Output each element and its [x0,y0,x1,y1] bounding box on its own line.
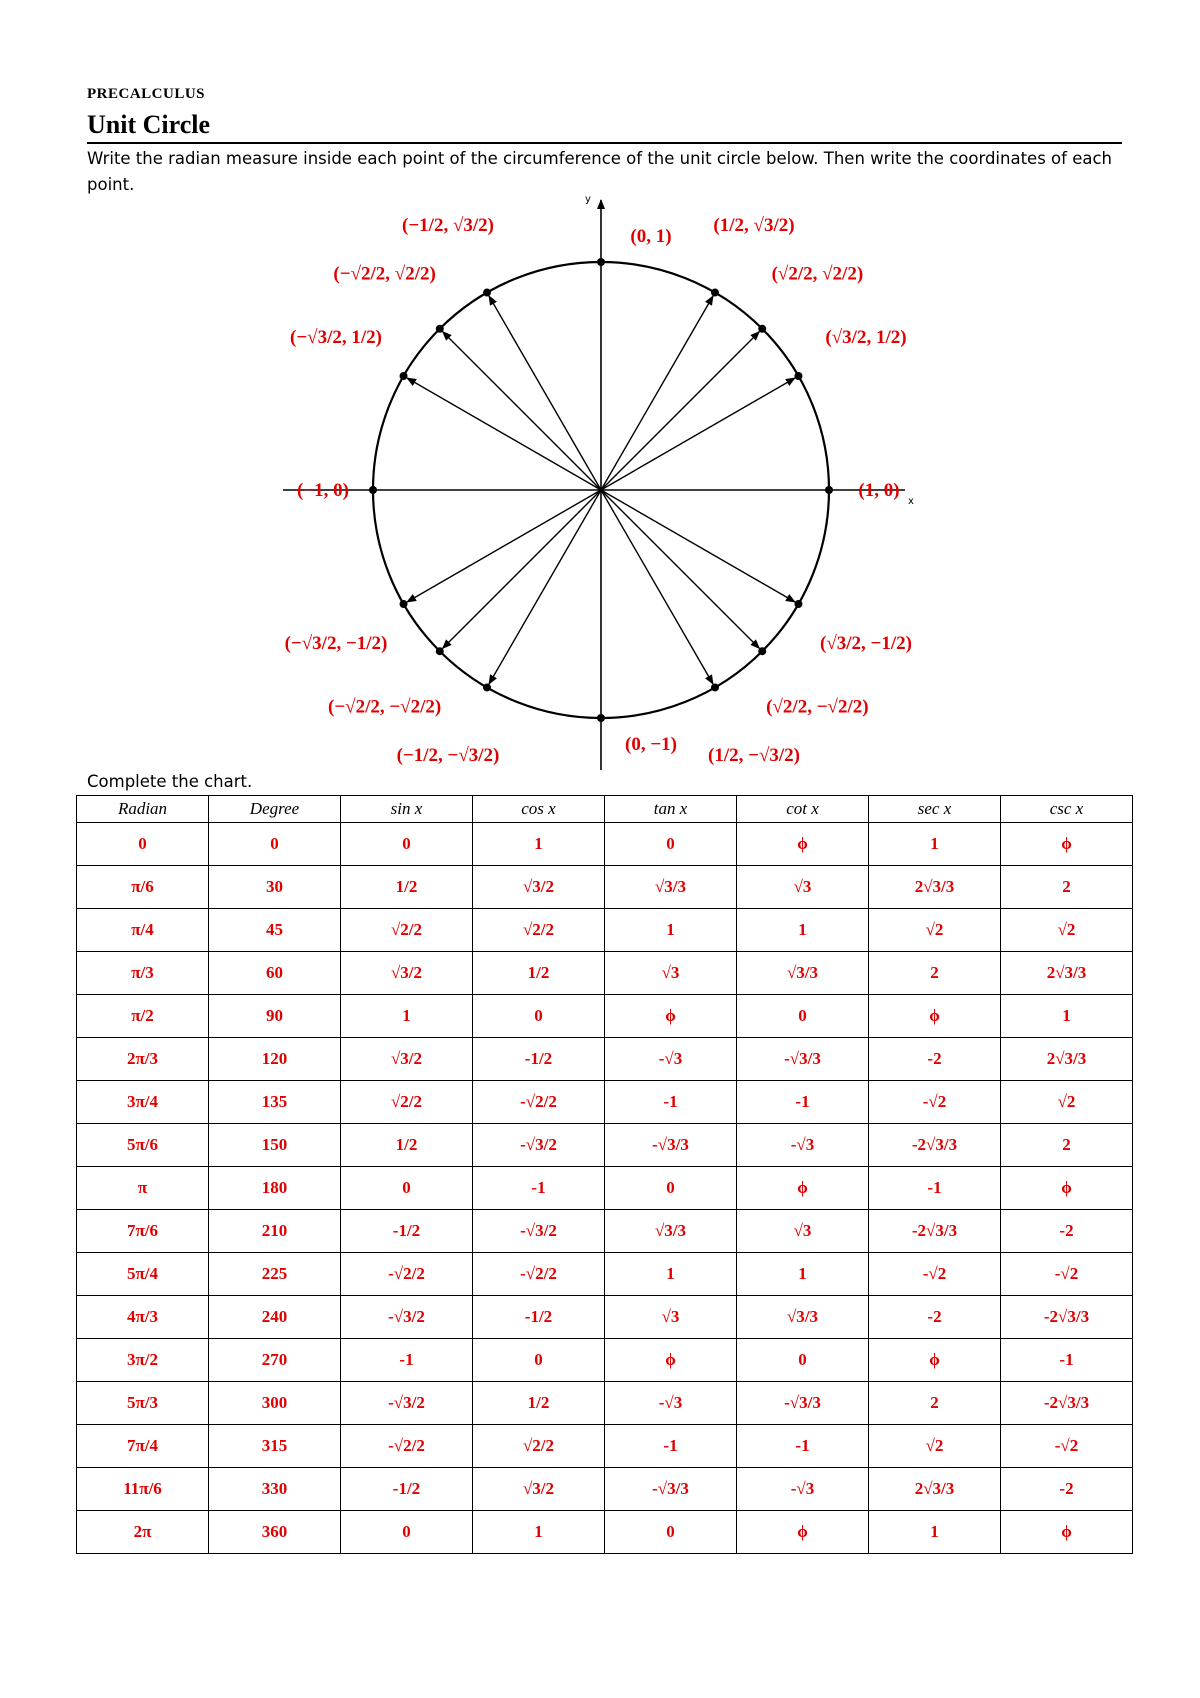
table-cell: 2 [869,952,1001,995]
table-cell: -√3/2 [341,1382,473,1425]
table-cell: √2/2 [341,1081,473,1124]
table-cell: 2√3/3 [869,866,1001,909]
table-cell: -√3/3 [605,1468,737,1511]
table-cell: -1 [869,1167,1001,1210]
trig-values-table [76,795,1133,1554]
table-cell: ϕ [1001,1511,1133,1554]
table-cell: -2 [869,1296,1001,1339]
column-header: cos x [473,796,605,823]
table-cell: 4π/3 [77,1296,209,1339]
table-cell: 1/2 [473,952,605,995]
table-cell: 11π/6 [77,1468,209,1511]
point-120 [483,289,491,297]
point-300 [711,683,719,691]
table-cell: -√3 [737,1124,869,1167]
table-cell: 225 [209,1253,341,1296]
table-cell: -2 [869,1038,1001,1081]
table-cell: ϕ [605,995,737,1038]
table-cell: √2 [869,909,1001,952]
table-cell: -√2 [869,1253,1001,1296]
table-cell: ϕ [737,1167,869,1210]
table-cell: 120 [209,1038,341,1081]
ray-225 [443,490,601,648]
table-cell: √3 [605,952,737,995]
table-cell: √3/3 [605,866,737,909]
table-cell: 1 [605,909,737,952]
table-cell: 2 [1001,866,1133,909]
ray-30 [601,378,795,490]
table-cell: -√3/3 [737,1038,869,1081]
coord-label-45: (√2/2, √2/2) [771,263,864,285]
ray-210 [407,490,601,602]
table-cell: 135 [209,1081,341,1124]
point-240 [483,683,491,691]
ray-135 [443,332,601,490]
table-row [77,1210,1133,1253]
table-cell: 0 [605,1511,737,1554]
table-row [77,995,1133,1038]
table-cell: 5π/6 [77,1124,209,1167]
table-cell: 330 [209,1468,341,1511]
table-cell: -√2/2 [473,1081,605,1124]
table-cell: -√3/3 [737,1382,869,1425]
ray-45 [601,332,759,490]
table-header-row [77,796,1133,823]
column-header: tan x [605,796,737,823]
table-cell: 1 [869,1511,1001,1554]
table-cell: ϕ [737,1511,869,1554]
table-cell: π [77,1167,209,1210]
table-cell: 360 [209,1511,341,1554]
column-header: cot x [737,796,869,823]
coord-label-90: (0, 1) [630,226,672,247]
table-cell: 2√3/3 [869,1468,1001,1511]
coord-label-150: (−√3/2, 1/2) [290,327,382,348]
table-cell: -1 [737,1425,869,1468]
coord-label-135: (−√2/2, √2/2) [333,263,436,285]
table-cell: -1 [605,1081,737,1124]
table-cell: -√2/2 [341,1425,473,1468]
column-header: sin x [341,796,473,823]
table-cell: 1/2 [473,1382,605,1425]
table-cell: -√2/2 [341,1253,473,1296]
coord-label-120: (−1/2, √3/2) [402,214,494,236]
coord-label-330: (√3/2, −1/2) [820,633,912,654]
table-cell: 1 [473,1511,605,1554]
table-cell: 1 [473,823,605,866]
table-cell: √2 [1001,1081,1133,1124]
table-cell: 240 [209,1296,341,1339]
table-cell: -2√3/3 [869,1210,1001,1253]
y-axis-label: y [585,194,591,205]
table-cell: √3/2 [341,1038,473,1081]
table-cell: -√2 [1001,1253,1133,1296]
table-cell: 2π [77,1511,209,1554]
point-225 [436,647,444,655]
table-cell: -1/2 [473,1038,605,1081]
table-cell: 1 [1001,995,1133,1038]
table-cell: √3/3 [605,1210,737,1253]
point-270 [597,714,605,722]
point-135 [436,325,444,333]
table-row [77,1339,1133,1382]
table-cell: 270 [209,1339,341,1382]
table-cell: √2 [869,1425,1001,1468]
table-cell: √3/2 [341,952,473,995]
table-cell: 0 [341,823,473,866]
table-row [77,866,1133,909]
page-title: Unit Circle [87,110,210,139]
table-cell: -1 [605,1425,737,1468]
table-cell: 0 [341,1167,473,1210]
ray-60 [601,296,713,490]
table-cell: 3π/4 [77,1081,209,1124]
chart-label: Complete the chart. [87,772,253,791]
table-cell: -√2 [869,1081,1001,1124]
table-cell: -√3/2 [341,1296,473,1339]
course-label: PRECALCULUS [87,86,206,102]
table-cell: 0 [77,823,209,866]
table-cell: ϕ [737,823,869,866]
table-cell: 210 [209,1210,341,1253]
table-cell: √2 [1001,909,1133,952]
table-cell: -√2/2 [473,1253,605,1296]
column-header: csc x [1001,796,1133,823]
table-row [77,1468,1133,1511]
table-cell: 1 [605,1253,737,1296]
table-cell: √2/2 [473,1425,605,1468]
table-row [77,823,1133,866]
point-150 [400,372,408,380]
table-cell: 0 [473,1339,605,1382]
table-cell: ϕ [869,995,1001,1038]
table-body [77,823,1133,1554]
table-cell: 7π/4 [77,1425,209,1468]
ray-315 [601,490,759,648]
x-axis-label: x [908,496,914,507]
table-cell: -√3/2 [473,1210,605,1253]
coord-label-315: (√2/2, −√2/2) [766,696,869,718]
column-header: Degree [209,796,341,823]
point-30 [794,372,802,380]
table-row [77,952,1133,995]
table-cell: 5π/3 [77,1382,209,1425]
table-cell: 0 [737,1339,869,1382]
table-cell: 1 [737,909,869,952]
table-cell: 2√3/3 [1001,1038,1133,1081]
table-cell: 45 [209,909,341,952]
table-cell: -√3/3 [605,1124,737,1167]
table-cell: √3 [737,866,869,909]
table-cell: π/2 [77,995,209,1038]
table-cell: 90 [209,995,341,1038]
table-cell: ϕ [605,1339,737,1382]
unit-circle-diagram [0,190,1200,770]
table-cell: 0 [341,1511,473,1554]
table-cell: √3/2 [473,866,605,909]
table-cell: -2 [1001,1210,1133,1253]
table-cell: √3 [605,1296,737,1339]
table-cell: -1 [473,1167,605,1210]
table-cell: 300 [209,1382,341,1425]
table-cell: -1/2 [473,1296,605,1339]
coord-label-60: (1/2, √3/2) [713,214,795,236]
table-cell: 0 [605,823,737,866]
point-90 [597,258,605,266]
column-header: Radian [77,796,209,823]
table-row [77,1382,1133,1425]
table-row [77,1253,1133,1296]
ray-150 [407,378,601,490]
table-cell: ϕ [1001,1167,1133,1210]
table-cell: ϕ [869,1339,1001,1382]
table-cell: 1 [869,823,1001,866]
table-cell: -√3 [605,1038,737,1081]
table-cell: -√3/2 [473,1124,605,1167]
point-330 [794,600,802,608]
table-row [77,1296,1133,1339]
table-cell: 0 [737,995,869,1038]
table-cell: -2√3/3 [1001,1382,1133,1425]
column-header: sec x [869,796,1001,823]
point-180 [369,486,377,494]
table-cell: 30 [209,866,341,909]
table-cell: 0 [605,1167,737,1210]
table-row [77,1425,1133,1468]
table-row [77,1081,1133,1124]
table-cell: 7π/6 [77,1210,209,1253]
table-cell: √3/2 [473,1468,605,1511]
table-cell: -2 [1001,1468,1133,1511]
table-cell: 3π/2 [77,1339,209,1382]
point-60 [711,289,719,297]
table-cell: √2/2 [473,909,605,952]
point-315 [758,647,766,655]
coord-label-225: (−√2/2, −√2/2) [328,696,442,718]
point-45 [758,325,766,333]
table-cell: π/6 [77,866,209,909]
table-cell: 2 [1001,1124,1133,1167]
table-cell: 0 [209,823,341,866]
coord-label-30: (√3/2, 1/2) [825,327,907,348]
table-cell: -2√3/3 [1001,1296,1133,1339]
table-cell: 2π/3 [77,1038,209,1081]
table-cell: 1 [737,1253,869,1296]
table-row [77,909,1133,952]
table-cell: √2/2 [341,909,473,952]
table-cell: √3/3 [737,1296,869,1339]
ray-330 [601,490,795,602]
table-cell: 150 [209,1124,341,1167]
table-cell: -√2 [1001,1425,1133,1468]
table-cell: ϕ [1001,823,1133,866]
table-row [77,1511,1133,1554]
table-cell: -1 [1001,1339,1133,1382]
table-row [77,1124,1133,1167]
table-row [77,1167,1133,1210]
title-rule [87,142,1122,144]
table-cell: 2 [869,1382,1001,1425]
table-cell: π/3 [77,952,209,995]
table-cell: 1/2 [341,1124,473,1167]
table-cell: √3/3 [737,952,869,995]
table-cell: -2√3/3 [869,1124,1001,1167]
table-cell: 315 [209,1425,341,1468]
instructions: Write the radian measure inside each point of the circumference of the unit circle below. Then write the coordinates of each point. [87,149,1112,194]
point-0 [825,486,833,494]
table-cell: 1/2 [341,866,473,909]
coord-label-180: (−1, 0) [297,480,349,501]
table-cell: -√3 [605,1382,737,1425]
table-cell: -1 [341,1339,473,1382]
table-cell: -1 [737,1081,869,1124]
table-cell: √3 [737,1210,869,1253]
point-210 [400,600,408,608]
table-cell: -1/2 [341,1210,473,1253]
table-cell: 1 [341,995,473,1038]
ray-120 [489,296,601,490]
coord-label-0: (1, 0) [858,480,900,501]
coord-label-300: (1/2, −√3/2) [708,745,800,767]
table-cell: 2√3/3 [1001,952,1133,995]
table-cell: 0 [473,995,605,1038]
coord-label-270: (0, −1) [625,734,677,755]
table-cell: 60 [209,952,341,995]
table-cell: π/4 [77,909,209,952]
ray-300 [601,490,713,684]
table-cell: 5π/4 [77,1253,209,1296]
table-cell: -1/2 [341,1468,473,1511]
table-row [77,1038,1133,1081]
table-cell: 180 [209,1167,341,1210]
ray-240 [489,490,601,684]
coord-label-210: (−√3/2, −1/2) [284,633,388,654]
coord-label-240: (−1/2, −√3/2) [396,745,500,767]
table-cell: -√3 [737,1468,869,1511]
